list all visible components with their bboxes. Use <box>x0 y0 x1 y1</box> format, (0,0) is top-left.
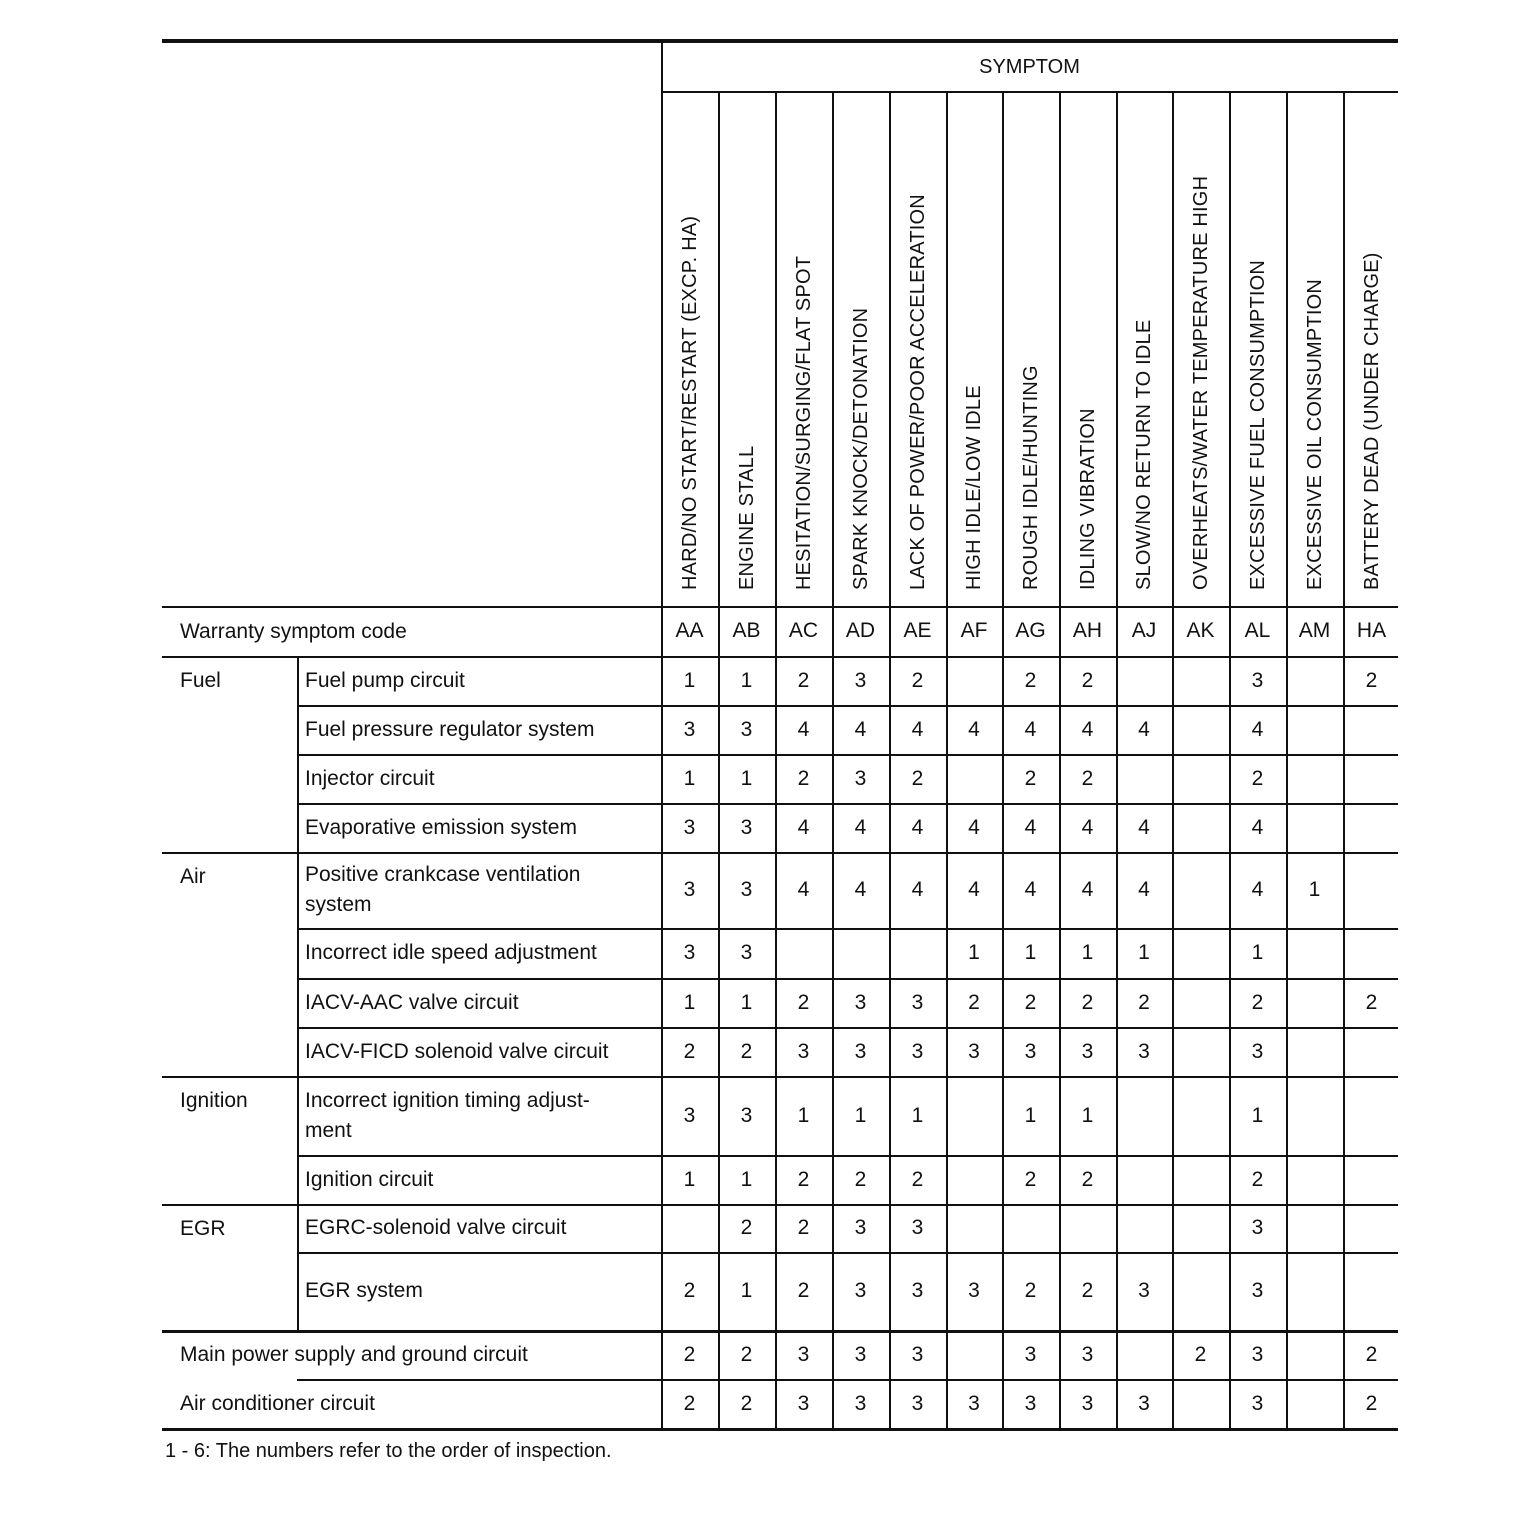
top-rule <box>162 39 1398 43</box>
item-label: Fuel pressure regulator system <box>305 717 595 741</box>
item-label: IACV-AAC valve circuit <box>305 990 519 1014</box>
header-bottom-rule <box>162 606 1398 608</box>
value-cell: 3 <box>1024 1342 1037 1366</box>
value-cell: 2 <box>683 1279 696 1302</box>
value-cell: 3 <box>968 1039 980 1063</box>
value-cell: 3 <box>854 990 867 1014</box>
group-label: Ignition <box>180 1089 248 1112</box>
item-label: Positive crankcase ventilation <box>305 863 581 886</box>
value-cell: 2 <box>797 1279 810 1302</box>
value-cell: 4 <box>854 815 867 839</box>
warranty-code-cell: AA <box>675 619 704 642</box>
item-label: Ignition circuit <box>305 1167 434 1191</box>
value-cell: 3 <box>1081 1391 1094 1415</box>
value-cell: 4 <box>1081 815 1094 839</box>
value-cell: 3 <box>1138 1039 1150 1063</box>
symptom-column-divider <box>1286 91 1288 1428</box>
value-cell: 3 <box>1251 668 1264 692</box>
value-cell: 4 <box>797 878 810 901</box>
item-label: Incorrect ignition timing adjust- <box>305 1088 590 1112</box>
bottom-rule <box>162 1428 1398 1431</box>
value-cell: 2 <box>1024 990 1037 1014</box>
value-cell: 2 <box>1024 1279 1037 1302</box>
row-rule <box>297 1027 1398 1029</box>
value-cell: 3 <box>911 990 924 1014</box>
value-cell: 1 <box>1251 1103 1264 1127</box>
value-cell: 1 <box>1024 1103 1037 1127</box>
value-cell: 4 <box>968 815 980 839</box>
value-cell: 2 <box>683 1342 696 1366</box>
warranty-code-cell: AG <box>1015 619 1046 642</box>
value-cell: 1 <box>1251 941 1264 964</box>
value-cell: 4 <box>968 717 980 741</box>
value-cell: 4 <box>1138 815 1150 839</box>
value-cell: 1 <box>1024 941 1037 964</box>
symptom-column-header: HIGH IDLE/LOW IDLE <box>963 385 985 590</box>
value-cell: 3 <box>740 717 753 741</box>
value-cell: 3 <box>683 717 696 741</box>
value-cell: 3 <box>1081 1039 1094 1063</box>
value-cell: 2 <box>1024 1167 1037 1191</box>
value-cell: 3 <box>683 815 696 839</box>
value-cell: 2 <box>683 1039 696 1063</box>
symptom-header-label: SYMPTOM <box>979 56 1080 78</box>
row-rule <box>162 1204 1398 1206</box>
symptom-column-header: SLOW/NO RETURN TO IDLE <box>1133 319 1155 590</box>
value-cell: 1 <box>1138 941 1150 964</box>
value-cell: 1 <box>911 1103 924 1127</box>
warranty-code-cell: AK <box>1186 619 1215 642</box>
row-rule <box>162 1330 1398 1333</box>
item-label: Evaporative emission system <box>305 815 577 839</box>
row-rule <box>297 705 1398 707</box>
value-cell: 1 <box>1308 878 1321 901</box>
symptom-column-header: HARD/NO START/RESTART (EXCP. HA) <box>678 215 701 590</box>
value-cell: 4 <box>1251 815 1264 839</box>
value-cell: 3 <box>1251 1342 1264 1366</box>
symptom-column-header: SPARK KNOCK/DETONATION <box>849 307 872 590</box>
value-cell: 4 <box>968 878 980 901</box>
warranty-code-cell: AL <box>1244 619 1271 642</box>
value-cell: 1 <box>683 766 696 790</box>
code-row-rule <box>162 656 1398 658</box>
value-cell: 2 <box>740 1342 753 1366</box>
value-cell: 3 <box>854 1279 867 1302</box>
item-label: EGR system <box>305 1279 423 1302</box>
row-rule <box>162 852 1398 854</box>
item-label: Fuel pump circuit <box>305 668 465 692</box>
value-cell: 2 <box>1024 668 1037 692</box>
value-cell: 3 <box>683 941 696 964</box>
warranty-code-cell: AB <box>732 619 761 642</box>
value-cell: 1 <box>740 1167 753 1191</box>
value-cell: 2 <box>740 1216 753 1239</box>
value-cell: 2 <box>1194 1342 1207 1366</box>
row-rule <box>297 978 1398 980</box>
row-rule <box>297 1155 1398 1157</box>
group-label: EGR <box>180 1217 226 1240</box>
value-cell: 2 <box>797 990 810 1014</box>
item-label: ment <box>305 1118 352 1142</box>
symptom-column-divider <box>1343 91 1345 1428</box>
symptom-column-header: EXCESSIVE FUEL CONSUMPTION <box>1246 259 1269 590</box>
value-cell: 3 <box>911 1279 924 1302</box>
value-cell: 2 <box>1081 668 1094 692</box>
value-cell: 2 <box>797 766 810 790</box>
value-cell: 3 <box>1251 1391 1264 1415</box>
symptom-column-header: EXCESSIVE OIL CONSUMPTION <box>1303 279 1326 590</box>
value-cell: 3 <box>968 1279 980 1302</box>
warranty-code-cell: AM <box>1298 619 1331 642</box>
value-cell: 3 <box>1081 1342 1094 1366</box>
symptom-column-divider <box>1002 91 1004 1428</box>
value-cell: 3 <box>854 1391 867 1415</box>
value-cell: 4 <box>1081 717 1094 741</box>
value-cell: 2 <box>1365 668 1378 692</box>
group-label: Air <box>180 865 206 888</box>
value-cell: 1 <box>683 668 696 692</box>
value-cell: 3 <box>1251 1216 1264 1239</box>
value-cell: 2 <box>1365 1342 1378 1366</box>
value-cell: 3 <box>740 878 753 901</box>
value-cell: 2 <box>1251 990 1264 1014</box>
value-cell: 2 <box>911 1167 924 1191</box>
value-cell: 3 <box>854 668 867 692</box>
value-cell: 2 <box>968 990 980 1014</box>
symptom-column-header: OVERHEATS/WATER TEMPERATURE HIGH <box>1189 175 1212 590</box>
warranty-code-label: Warranty symptom code <box>180 620 407 643</box>
value-cell: 1 <box>683 1167 696 1191</box>
value-cell: 3 <box>1251 1279 1264 1302</box>
value-cell: 2 <box>797 668 810 692</box>
value-cell: 4 <box>1251 878 1264 901</box>
value-cell: 3 <box>740 941 753 964</box>
symptom-column-divider <box>946 91 948 1428</box>
value-cell: 1 <box>1081 1103 1094 1127</box>
symptom-column-header: BATTERY DEAD (UNDER CHARGE) <box>1360 252 1383 590</box>
value-cell: 3 <box>1024 1391 1037 1415</box>
symptom-column-divider <box>1172 91 1174 1428</box>
value-cell: 1 <box>854 1103 867 1127</box>
row-rule <box>297 803 1398 805</box>
symptom-column-divider <box>1116 91 1118 1428</box>
row-rule <box>297 754 1398 756</box>
warranty-code-cell: AD <box>845 619 876 642</box>
value-cell: 2 <box>1081 1167 1094 1191</box>
value-cell: 1 <box>740 668 753 692</box>
warranty-code-cell: HA <box>1356 619 1387 642</box>
group-label: Fuel <box>180 669 221 692</box>
value-cell: 3 <box>911 1216 924 1239</box>
value-cell: 2 <box>1138 990 1150 1014</box>
symptom-column-header: ENGINE STALL <box>735 445 758 590</box>
item-label: Main power supply and ground circuit <box>180 1342 528 1366</box>
value-cell: 1 <box>740 990 753 1014</box>
value-cell: 2 <box>1024 766 1037 790</box>
value-cell: 2 <box>1251 766 1264 790</box>
item-label: IACV-FICD solenoid valve circuit <box>305 1039 609 1063</box>
warranty-code-cell: AF <box>960 619 988 642</box>
value-cell: 4 <box>1251 717 1264 741</box>
value-cell: 1 <box>1081 941 1094 964</box>
group-column-divider <box>297 656 299 1330</box>
value-cell: 3 <box>911 1342 924 1366</box>
item-label: Air conditioner circuit <box>180 1391 375 1415</box>
value-cell: 3 <box>740 1103 753 1127</box>
value-cell: 4 <box>1024 717 1037 741</box>
value-cell: 3 <box>911 1391 924 1415</box>
symptom-column-divider <box>1059 91 1061 1428</box>
value-cell: 2 <box>911 766 924 790</box>
value-cell: 4 <box>797 717 810 741</box>
warranty-code-cell: AE <box>903 619 932 642</box>
value-cell: 4 <box>1024 878 1037 901</box>
value-cell: 4 <box>911 717 924 741</box>
warranty-code-cell: AH <box>1072 619 1103 642</box>
value-cell: 2 <box>1365 990 1378 1014</box>
value-cell: 2 <box>797 1216 810 1239</box>
value-cell: 3 <box>797 1342 810 1366</box>
value-cell: 3 <box>1024 1039 1037 1063</box>
value-cell: 4 <box>1024 815 1037 839</box>
value-cell: 1 <box>683 990 696 1014</box>
footnote: 1 - 6: The numbers refer to the order of inspection. <box>165 1440 612 1462</box>
value-cell: 2 <box>1251 1167 1264 1191</box>
value-cell: 2 <box>740 1391 753 1415</box>
value-cell: 4 <box>1138 878 1150 901</box>
item-label: Incorrect idle speed adjustment <box>305 941 597 964</box>
value-cell: 3 <box>1138 1279 1150 1302</box>
symptom-column-header: ROUGH IDLE/HUNTING <box>1019 365 1042 590</box>
value-cell: 4 <box>911 878 924 901</box>
value-cell: 1 <box>740 1279 753 1302</box>
item-label: Injector circuit <box>305 766 435 790</box>
value-cell: 2 <box>854 1167 867 1191</box>
value-cell: 4 <box>1081 878 1094 901</box>
value-cell: 2 <box>797 1167 810 1191</box>
value-cell: 2 <box>1081 990 1094 1014</box>
value-cell: 1 <box>797 1103 810 1127</box>
value-cell: 4 <box>854 717 867 741</box>
value-cell: 4 <box>911 815 924 839</box>
value-cell: 4 <box>1138 717 1150 741</box>
value-cell: 3 <box>683 1103 696 1127</box>
row-rule <box>297 1379 1398 1381</box>
item-label: system <box>305 893 372 916</box>
symptom-column-header: IDLING VIBRATION <box>1076 408 1099 590</box>
value-cell: 3 <box>1251 1039 1264 1063</box>
value-cell: 3 <box>854 1039 867 1063</box>
row-rule <box>162 1076 1398 1078</box>
value-cell: 2 <box>683 1391 696 1415</box>
symptom-column-header: HESITATION/SURGING/FLAT SPOT <box>792 255 815 590</box>
value-cell: 3 <box>683 878 696 901</box>
value-cell: 3 <box>854 766 867 790</box>
value-cell: 4 <box>797 815 810 839</box>
value-cell: 1 <box>740 766 753 790</box>
value-cell: 3 <box>1138 1391 1150 1415</box>
value-cell: 2 <box>1081 766 1094 790</box>
value-cell: 3 <box>911 1039 924 1063</box>
value-cell: 2 <box>740 1039 753 1063</box>
value-cell: 4 <box>854 878 867 901</box>
value-cell: 2 <box>911 668 924 692</box>
row-rule <box>297 1252 1398 1254</box>
item-label: EGRC-solenoid valve circuit <box>305 1216 567 1239</box>
warranty-code-cell: AC <box>788 619 819 642</box>
value-cell: 3 <box>740 815 753 839</box>
value-cell: 3 <box>854 1216 867 1239</box>
value-cell: 3 <box>968 1391 980 1415</box>
symptom-column-header: LACK OF POWER/POOR ACCELERATION <box>906 194 929 590</box>
row-rule <box>297 928 1398 930</box>
value-cell: 3 <box>797 1391 810 1415</box>
value-cell: 2 <box>1365 1391 1378 1415</box>
warranty-code-cell: AJ <box>1131 619 1157 642</box>
value-cell: 1 <box>968 941 980 964</box>
value-cell: 3 <box>854 1342 867 1366</box>
value-cell: 3 <box>797 1039 810 1063</box>
value-cell: 2 <box>1081 1279 1094 1302</box>
